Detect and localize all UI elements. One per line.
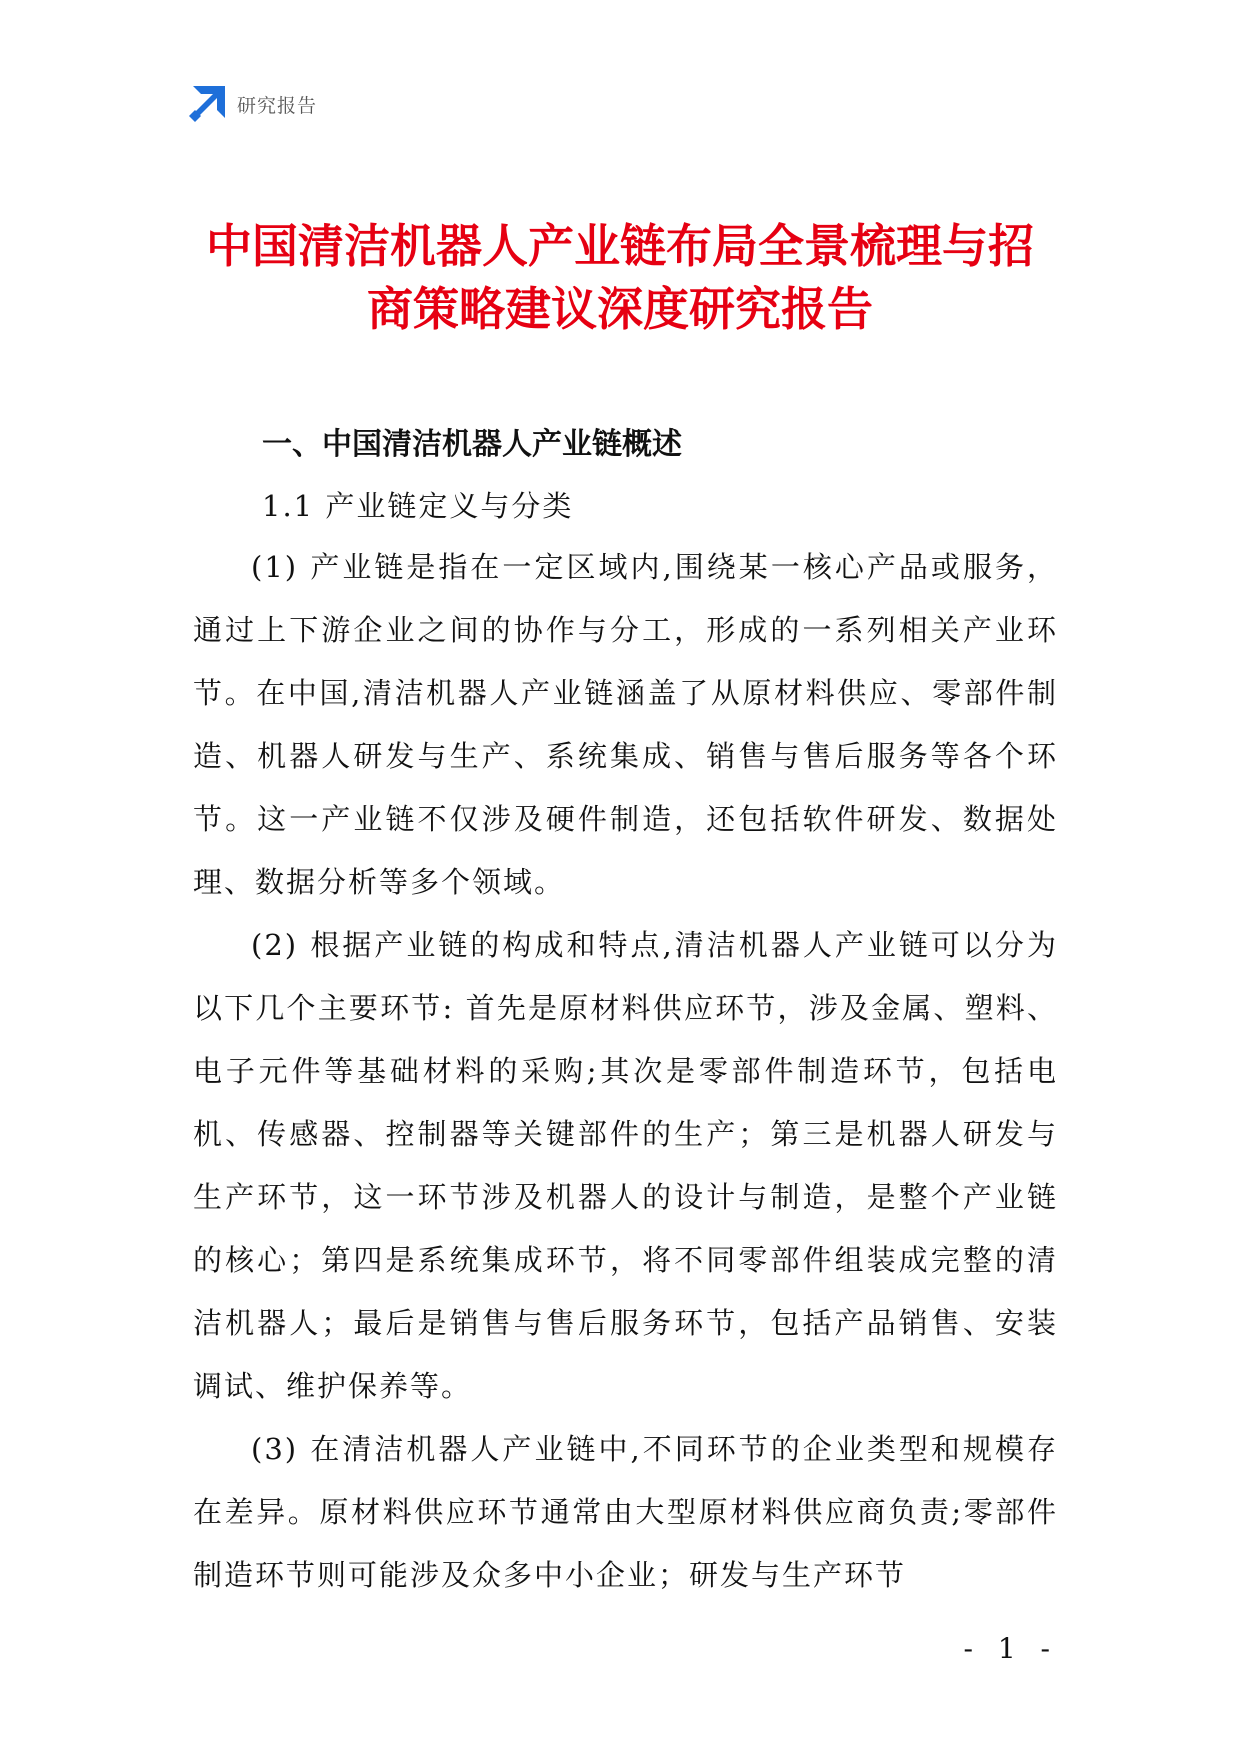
header-label: 研究报告	[237, 94, 318, 117]
title-line-2: 商策略建议深度研究报告	[367, 282, 873, 336]
arrow-up-right-icon	[189, 86, 225, 122]
document-title	[150, 215, 1090, 341]
paragraph-1: (1) 产业链是指在一定区域内,围绕某一核心产品或服务，通过上下游企业之间的协作与分工，形成的一系列相关产业环节。在中国,清洁机器人产业链涵盖了从原材料供应、零部件制造、机器人研发与生产、系统集成、销售与售后服务等各个环节。这一产业链不仅涉及硬件制造，还包括软件研发、数据处理、数据分析等多个领域。	[193, 550, 1058, 899]
paragraph-2: (2) 根据产业链的构成和特点,清洁机器人产业链可以分为以下几个主要环节: 首先是原材料供应环节，涉及金属、塑料、电子元件等基础材料的采购;其次是零部件制造环节，包括电机、传感器、控制器等关键部件的生产；第三是机器人研发与生产环节，这一环节涉及机器人的设计与制造，是整个产业链的核心；第四是系统集成环节，将不同零部件组装成完整的清洁机器人；最后是销售与售后服务环节，包括产品销售、安装调试、维护保养等。	[193, 928, 1058, 1403]
section-heading: 一、中国清洁机器人产业链概述	[262, 427, 682, 462]
title-line-1: 中国清洁机器人产业链布局全景梳理与招	[206, 219, 1034, 273]
body-text	[193, 536, 1058, 1607]
sub-heading: 1.1 产业链定义与分类	[262, 489, 574, 523]
page-number: - 1 -	[963, 1632, 1058, 1665]
paragraph-3: (3) 在清洁机器人产业链中,不同环节的企业类型和规模存在差异。原材料供应环节通常由大型原材料供应商负责;零部件制造环节则可能涉及众多中小企业；研发与生产环节	[193, 1432, 1058, 1592]
page-header	[189, 86, 317, 122]
